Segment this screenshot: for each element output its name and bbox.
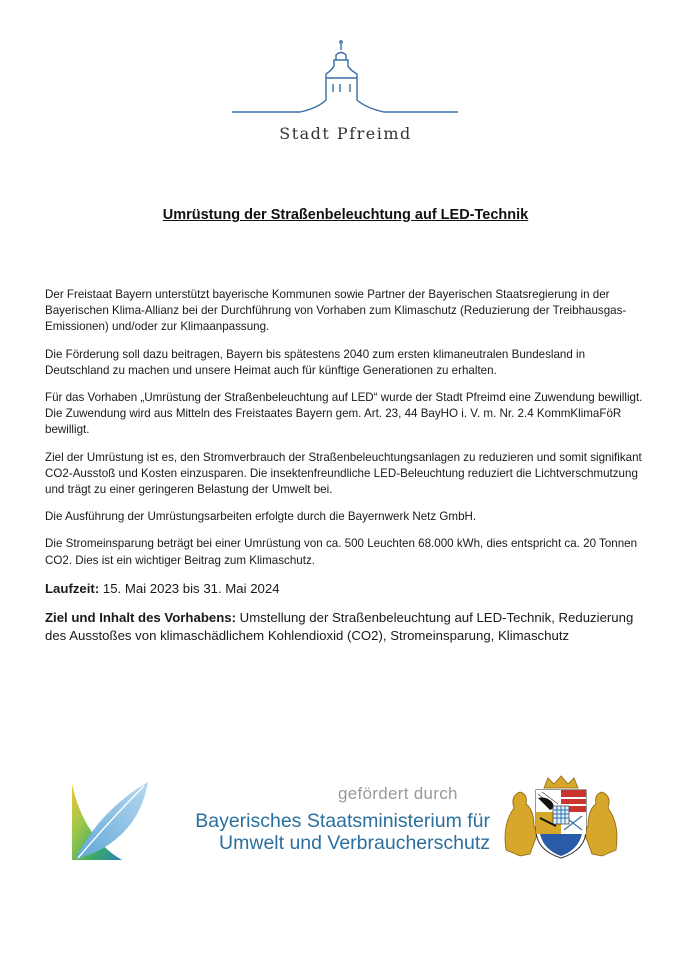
ministry-name (160, 810, 490, 854)
ziel (45, 609, 650, 645)
footer (0, 760, 691, 890)
funded-by-label: gefördert durch (338, 784, 458, 803)
city-name: Stadt Pfreimd (279, 124, 412, 143)
bavarian-coat-of-arms-icon (500, 774, 622, 864)
paragraph: Die Stromeinsparung beträgt bei einer Umrüstung von ca. 500 Leuchten 68.000 kWh, dies entspricht ca. 20 Tonnen CO2. Dies ist ein wichtiger Beitrag zum Klimaschutz. (45, 537, 638, 567)
paragraph: Der Freistaat Bayern unterstützt bayerische Kommunen sowie Partner der Bayerischen Staatsregierung in der Bayerischen Klima-Allianz bei der Durchführung von Vorhaben zum Klimaschutz (Reduzierung der Treibhausgas-Emissionen) und/oder zur Klimaanpassung. (45, 288, 627, 334)
paragraph: Ziel der Umrüstung ist es, den Stromverbrauch der Straßenbeleuchtungsanlagen zu reduzieren und somit signifikant CO2-Ausstoß und Kosten einzusparen. Die insektenfreundliche LED-Beleuchtung reduziert die Lichtverschmutzung und trägt zu einer geringeren Belastung der Umwelt bei. (45, 450, 642, 497)
project-meta (45, 580, 650, 656)
ministry-line: Umwelt und Verbraucherschutz (219, 832, 490, 854)
laufzeit-value: 15. Mai 2023 bis 31. Mai 2024 (99, 581, 280, 596)
document-title: Umrüstung der Straßenbeleuchtung auf LED-Technik (162, 207, 529, 223)
paragraph: Die Ausführung der Umrüstungsarbeiten erfolgte durch die Bayernwerk Netz GmbH. (45, 510, 477, 524)
body-text (45, 287, 650, 580)
ziel-value: Umstellung der Straßenbeleuchtung auf LED-Technik, Reduzierung des Ausstoßes von klimaschädlichem Kohlendioxid (CO2), Stromeinsparung, Klimaschutz (45, 610, 634, 643)
laufzeit (45, 580, 650, 598)
paragraph: Die Förderung soll dazu beitragen, Bayern bis spätestens 2040 zum ersten klimaneutralen Bundesland in Deutschland zu machen und unsere Heimat auch für künftige Generationen zu erhalten. (45, 347, 586, 377)
ziel-label: Ziel und Inhalt des Vorhabens: (45, 610, 236, 625)
leaf-logo-icon (70, 780, 150, 862)
ministry-line: Bayerisches Staatsministerium für (195, 810, 490, 832)
paragraph: Für das Vorhaben „Umrüstung der Straßenbeleuchtung auf LED“ wurde der Stadt Pfreimd eine Zuwendung bewilligt. Die Zuwendung wird aus Mitteln des Freistaates Bayern gem. Art. 23, 44 BayHO i. V. m. Nr. 2.4 KommKlimaFöR bewilligt. (45, 391, 643, 437)
laufzeit-label: Laufzeit: (45, 581, 100, 596)
